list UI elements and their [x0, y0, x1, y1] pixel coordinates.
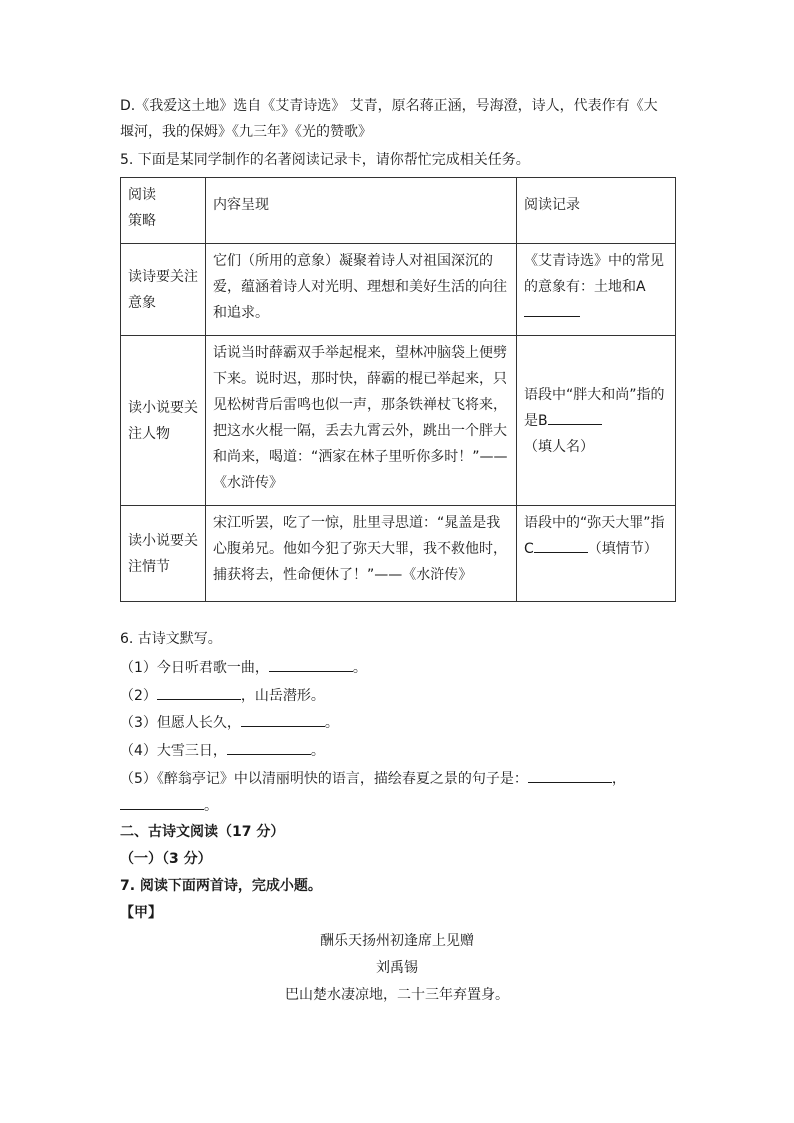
row2-record-suffix: （填人名）: [524, 438, 594, 455]
row1-strategy: 读诗要关注意象: [121, 244, 206, 336]
section2-title: 二、古诗文阅读（17 分）: [120, 824, 285, 840]
row1-record: [517, 244, 676, 336]
row3-record-text: 语段中的“弥天大罪”指C: [524, 515, 665, 557]
q6-item-3: [120, 710, 680, 736]
q6-item-4: [120, 738, 680, 764]
q6-item-2-text: （2）: [120, 688, 157, 704]
row2-strategy: 读小说要关注人物: [121, 336, 206, 506]
answer-blank[interactable]: [269, 657, 353, 672]
q6-prompt: 6. 古诗文默写。: [120, 631, 222, 647]
q6-item-1: [120, 655, 680, 681]
answer-blank-b[interactable]: [548, 410, 602, 425]
q6-item-5-cont: [120, 793, 680, 819]
q6-item-1-text: （1）今日听君歌一曲，: [120, 660, 269, 676]
row1-record-text: 《艾青诗选》中的常见的意象有：土地和A: [524, 253, 664, 295]
row2-record-text: 语段中“胖大和尚”指的是B: [524, 386, 665, 429]
row3-record: [517, 506, 676, 602]
answer-blank[interactable]: [227, 740, 311, 755]
poem-author: 刘禹锡: [376, 960, 418, 976]
q6-item-1-end: 。: [352, 660, 367, 676]
header-record: 阅读记录: [517, 178, 676, 244]
poem-jia-label: 【甲】: [120, 905, 162, 921]
q6-item-3-end: 。: [324, 715, 339, 731]
q6-item-5-end: 。: [204, 798, 218, 814]
row3-record-suffix: （填情节）: [587, 541, 658, 557]
option-d-line1: D.《我爱这土地》选自《艾青诗选》 艾青，原名蒋正涵，号海澄，诗人，代表作有《大: [120, 98, 658, 114]
reading-record-table: [120, 177, 676, 602]
q6-item-5: [120, 766, 680, 792]
header-strategy: 阅读 策略: [121, 178, 206, 244]
row3-strategy: 读小说要关注情节: [121, 506, 206, 602]
row2-record: [517, 336, 676, 506]
q6-item-2: [120, 683, 680, 709]
answer-blank[interactable]: [120, 795, 204, 810]
answer-blank[interactable]: [241, 712, 325, 727]
table-row: [121, 506, 676, 602]
table-row: [121, 244, 676, 336]
answer-blank[interactable]: [528, 768, 612, 783]
option-d-line2: 堰河，我的保姆》《九三年》《光的赞歌》: [120, 124, 372, 140]
answer-blank-c[interactable]: [534, 538, 588, 553]
header-content: 内容呈现: [206, 178, 517, 244]
table-row: [121, 336, 676, 506]
poem-line-1: 巴山楚水凄凉地，二十三年弃置身。: [285, 987, 509, 1003]
answer-blank[interactable]: [157, 685, 241, 700]
q6-item-5-comma: ，: [611, 771, 626, 787]
section2-sub: （一）（3 分）: [120, 851, 212, 867]
q6-item-3-text: （3）但愿人长久，: [120, 715, 241, 731]
answer-blank-a[interactable]: [524, 302, 580, 317]
q6-item-2-end: ，山岳潜形。: [240, 688, 325, 704]
row1-content: 它们（所用的意象）凝聚着诗人对祖国深沉的爱，蕴涵着诗人对光明、理想和美好生活的向往和追求。: [206, 244, 517, 336]
q5-prompt: 5. 下面是某同学制作的名著阅读记录卡，请你帮忙完成相关任务。: [120, 152, 530, 168]
q6-item-4-text: （4）大雪三日，: [120, 743, 227, 759]
table-header-row: [121, 178, 676, 244]
q6-item-4-end: 。: [310, 743, 325, 759]
row2-content: 话说当时薛霸双手举起棍来，望林冲脑袋上便劈下来。说时迟，那时快，薛霸的棍已举起来，只见松树背后雷鸣也似一声，那条铁禅杖飞将来，把这水火棍一隔，丢去九霄云外，跳出一个胖大和尚来，喝道：“洒家在林子里听你多时！”——《水浒传》: [206, 336, 517, 506]
q6-item-5-text: （5）《醉翁亭记》中以清丽明快的语言，描绘春夏之景的句子是：: [120, 771, 528, 787]
q7-prompt: 7. 阅读下面两首诗，完成小题。: [120, 878, 322, 894]
row3-content: 宋江听罢，吃了一惊，肚里寻思道：“晁盖是我心腹弟兄。他如今犯了弥天大罪，我不救他时，捕获将去，性命便休了！”——《水浒传》: [206, 506, 517, 602]
poem-title: 酬乐天扬州初逢席上见赠: [320, 933, 474, 949]
